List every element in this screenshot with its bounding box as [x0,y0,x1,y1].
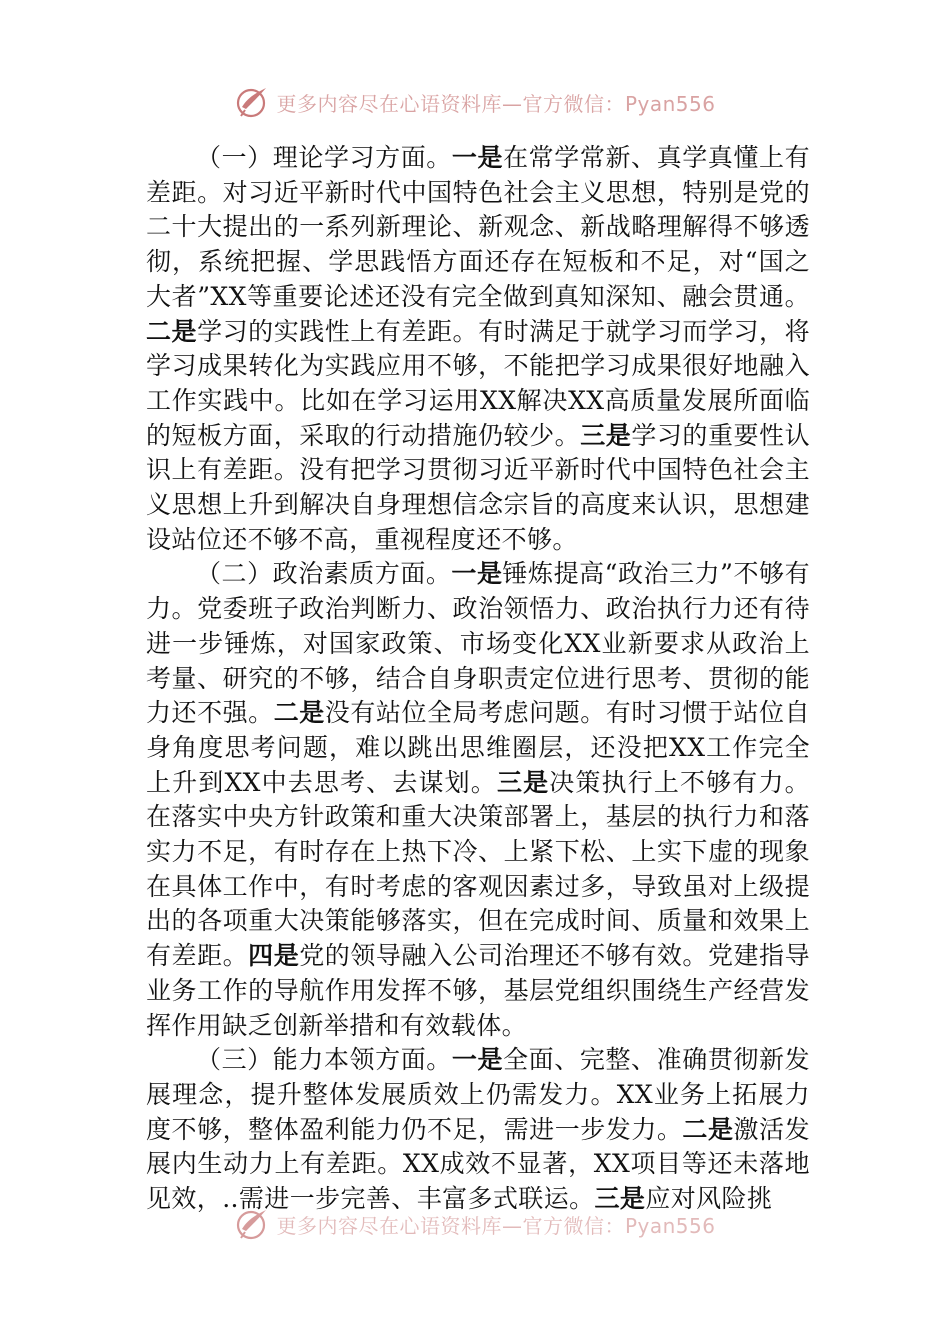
ordinal-marker: 三是 [580,420,632,450]
ordinal-marker: 一是 [451,1045,504,1075]
section-heading: （一）理论学习方面。 [196,143,452,172]
paragraph-text: 应对风险挑 [645,1184,773,1214]
section-heading: （二）政治素质方面。 [196,559,452,589]
quill-seal-icon [234,1207,270,1241]
paragraph-text: 党的领导融入公司治理还不够有效。党建指导业务工作的导航作用发挥不够，基层党组织围绕生产经营发挥作用缺乏创新举措和有效载体。 [146,941,810,1040]
paragraph-text: 决策执行上不够有力。在落实中央方针政策和重大决策部署上，基层的执行力和落实力不足，有时存在上热下冷、上紧下松、上实下虚的现象在具体工作中，有时考虑的客观因素过多，导致虽对上级提出的各项重大决策能够落实，但在完成时间、质量和效果上有差距。 [146,767,810,971]
quill-seal-icon [234,85,270,119]
ordinal-marker: 一是 [451,559,503,589]
paragraph-theory-study [146,141,810,557]
ordinal-marker: 二是 [273,698,325,728]
paragraph-text: 锤炼提高“政治三力”不够有力。党委班子政治判断力、政治领悟力、政治执行力还有待进一步锤炼，对国家政策、市场变化XX业新要求从政治上考量、研究的不够，结合自身职责定位进行思考、贯彻的能力还不强。 [146,559,810,728]
watermark-header [0,82,950,122]
paragraph-text: 激活发展内生动力上有差距。XX成效不显著，XX项目等还未落地见效，..需进一步完善、丰富多式联运。 [146,1114,811,1214]
ordinal-marker: 二是 [146,316,198,346]
paragraph-text: 学习的实践性上有差距。有时满足于就学习而学习，将学习成果转化为实践应用不够，不能把学习成果很好地融入工作实践中。比如在学习运用XX解决XX高质量发展所面临的短板方面，采取的行动措施仍较少。 [146,316,810,450]
ordinal-marker: 三是 [496,767,550,797]
paragraph-text: 没有站位全局考虑问题。有时习惯于站位自身角度思考问题，难以跳出思维圈层，还没把XX工作完全上升到XX中去思考、去谋划。 [146,698,810,797]
paragraph-text: 学习的重要性认识上有差距。没有把学习贯彻习近平新时代中国特色社会主义思想上升到解决自身理想信念宗旨的高度来认识，思想建设站位还不够不高，重视程度还不够。 [146,420,810,554]
document-body [146,141,810,1217]
paragraph-text: 在常学常新、真学真懂上有差距。对习近平新时代中国特色社会主义思想，特别是党的二十大提出的一系列新理论、新观念、新战略理解得不够透彻，系统把握、学思践悟方面还存在短板和不足，对“国之大者”XX等重要论述还没有完全做到真知深知、融会贯通。 [146,143,810,311]
paragraph-text: 全面、完整、准确贯彻新发展理念，提升整体发展质效上仍需发力。XX业务上拓展力度不够，整体盈利能力仍不足，需进一步发力。 [146,1045,810,1144]
paragraph-political-quality [146,557,810,1043]
ordinal-marker: 二是 [682,1114,734,1144]
ordinal-marker: 四是 [248,941,300,971]
watermark-text: 更多内容尽在心语资料库—官方微信：Pyan556 [276,1213,716,1238]
ordinal-marker: 一是 [451,143,504,172]
paragraph-capability [146,1043,810,1217]
ordinal-marker: 三是 [594,1184,646,1214]
watermark-footer [0,1204,950,1244]
watermark-text: 更多内容尽在心语资料库—官方微信：Pyan556 [276,91,716,116]
section-heading: （三）能力本领方面。 [196,1045,452,1075]
